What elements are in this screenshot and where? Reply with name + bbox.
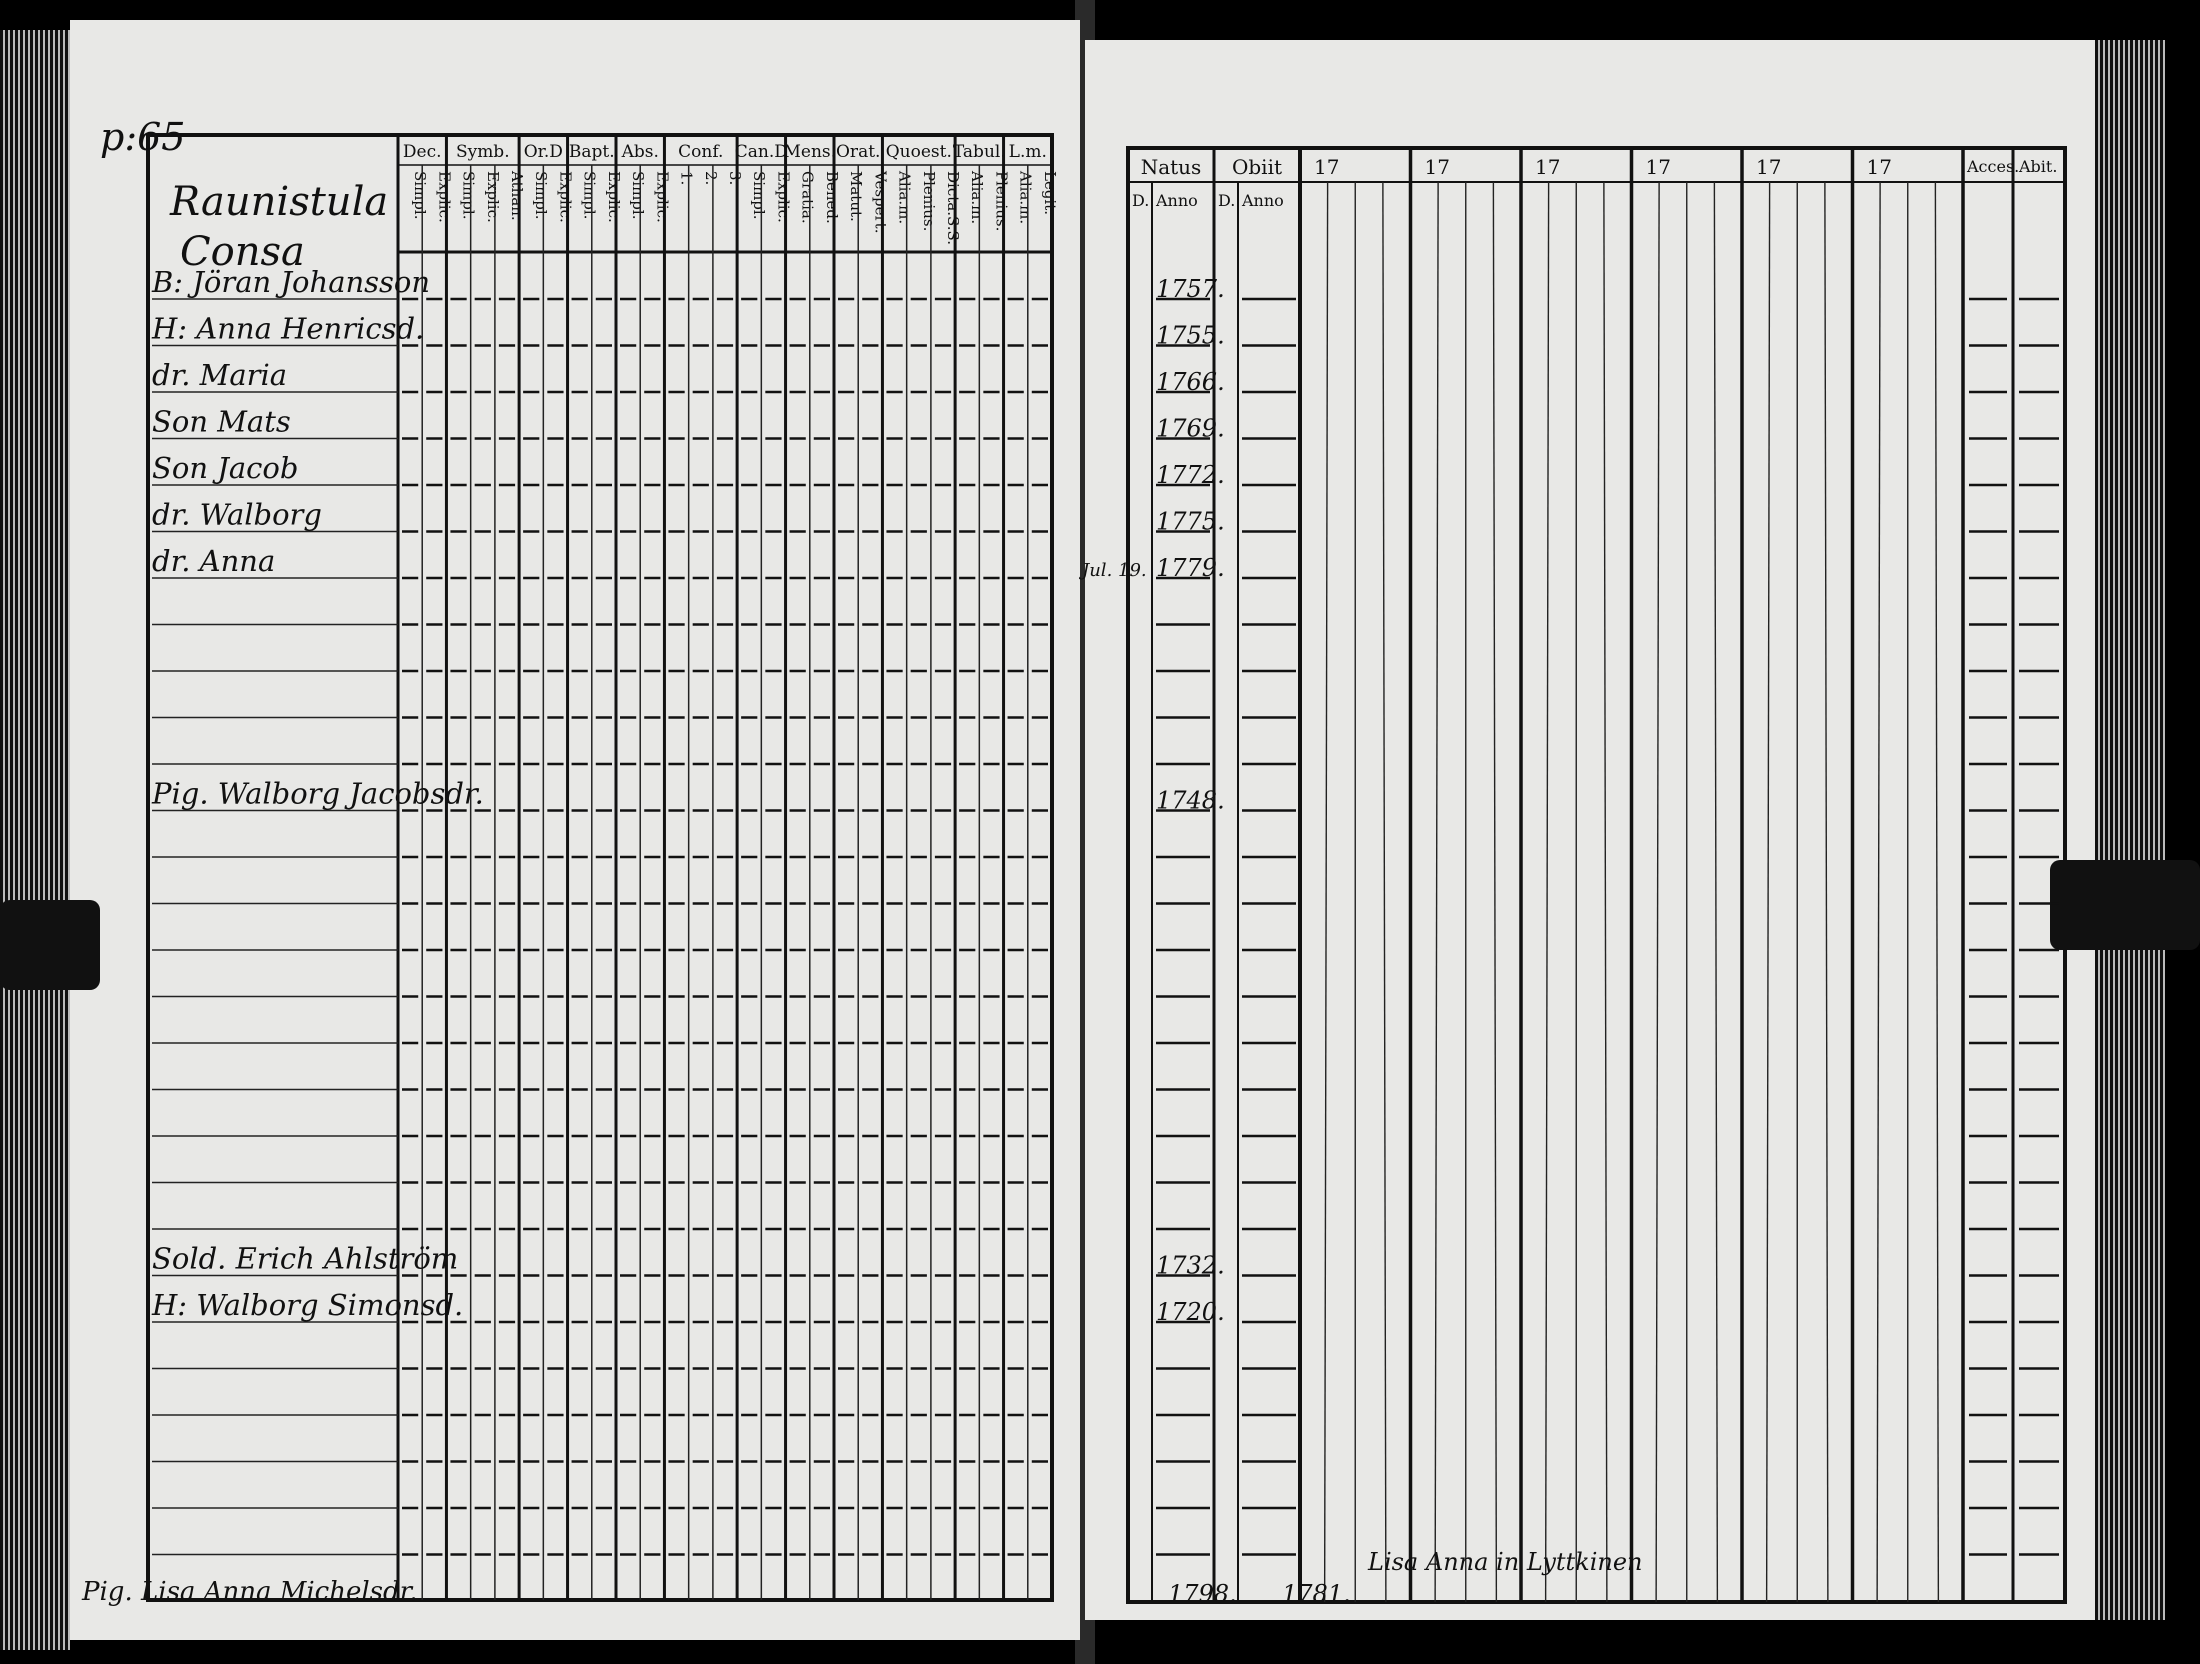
natus-header: Natus: [1140, 155, 1202, 179]
year-block-header: 17: [1424, 155, 1450, 179]
birth-year: 1748.: [1156, 786, 1225, 815]
column-group-label: Orat.: [836, 142, 881, 162]
person-name: Son Jacob: [152, 451, 299, 485]
year-block-header: 17: [1314, 155, 1340, 179]
right-footer-note: Lisa Anna in Lyttkinen: [1368, 1548, 1643, 1576]
year-sub-rule: [1714, 182, 1717, 1602]
parish-subtitle: Consa: [180, 229, 305, 275]
sub-column-label: Simpl.: [629, 171, 648, 220]
year-block-header: 17: [1866, 155, 1892, 179]
sub-column-label: Simpl.: [750, 171, 769, 220]
sub-column-label: Explic.: [435, 171, 454, 223]
column-group-label: Conf.: [678, 142, 724, 162]
column-group-label: Or.D: [523, 142, 563, 162]
natus-year-header: Anno: [1156, 191, 1198, 210]
birth-year: 1779.: [1156, 554, 1225, 582]
year-sub-rule: [1935, 182, 1938, 1602]
person-name: dr. Anna: [152, 544, 276, 578]
year-sub-rule: [1435, 182, 1438, 1602]
sub-column-label: Explic.: [483, 171, 502, 223]
sub-column-label: Legit.: [1040, 171, 1059, 216]
birth-year: 1757.: [1156, 275, 1225, 303]
footer-death-year: 1781.: [1282, 1580, 1351, 1608]
sub-column-label: Simpl.: [411, 171, 430, 220]
column-group-label: Quoest.: [885, 142, 952, 162]
year-sub-rule: [1325, 182, 1328, 1602]
sub-column-label: Explic.: [556, 171, 575, 223]
column-group-label: Abs.: [621, 142, 659, 162]
sub-column-label: Bened.: [822, 171, 841, 224]
year-sub-rule: [1546, 182, 1549, 1602]
year-sub-rule: [1656, 182, 1659, 1602]
column-group-label: Can.D: [734, 142, 788, 162]
column-group-label: Mens.: [783, 142, 837, 162]
sub-column-label: Alia.m.: [968, 171, 987, 225]
acces-header: Acces.: [1967, 157, 2020, 176]
sub-column-label: Alia.m.: [895, 171, 914, 225]
year-sub-rule: [1493, 182, 1496, 1602]
right-ledger-table: [1078, 148, 2065, 1602]
sub-column-label: Simpl.: [532, 171, 551, 220]
left-ledger-table: [148, 135, 1059, 1600]
sub-column-label: Alia.m.: [1016, 171, 1035, 225]
natus-day-header: D.: [1132, 191, 1150, 210]
sub-column-label: Explic.: [653, 171, 672, 223]
sub-column-label: Plenius.: [992, 171, 1011, 232]
person-name: Pig. Walborg Jacobsdr.: [152, 776, 484, 811]
sub-column-label: Plenius.: [919, 171, 938, 232]
year-sub-rule: [1767, 182, 1770, 1602]
column-group-label: Tabul.: [952, 142, 1006, 162]
column-group-label: Symb.: [455, 142, 510, 162]
year-sub-rule: [1383, 182, 1386, 1602]
left-table-frame: [148, 135, 1052, 1600]
person-name: Son Mats: [152, 404, 291, 439]
sub-column-label: Explic.: [604, 171, 623, 223]
village-name: Raunistula: [170, 179, 389, 225]
right-table-frame: [1128, 148, 2065, 1602]
person-name: Sold. Erich Ahlström: [152, 1241, 459, 1276]
column-group-label: L.m.: [1008, 142, 1047, 162]
person-name: H: Walborg Simonsd.: [152, 1288, 464, 1322]
person-name: H: Anna Henricsd.: [152, 311, 425, 346]
person-name: B: Jöran Johansson: [152, 265, 431, 299]
year-block-header: 17: [1535, 155, 1561, 179]
sub-column-label: Athan.: [508, 171, 526, 221]
obiit-day-header: D.: [1218, 191, 1236, 210]
year-block-header: 17: [1756, 155, 1782, 179]
birth-year: 1732.: [1156, 1251, 1225, 1280]
sub-column-label: Matut.: [847, 171, 866, 222]
birth-year: 1755.: [1156, 321, 1225, 350]
year-sub-rule: [1604, 182, 1607, 1602]
sub-column-label: Explic.: [774, 171, 793, 223]
obiit-year-header: Anno: [1242, 191, 1284, 210]
year-sub-rule: [1877, 182, 1880, 1602]
year-block-header: 17: [1645, 155, 1671, 179]
sub-column-label: 3.: [726, 171, 744, 186]
sub-column-label: Simpl.: [580, 171, 599, 220]
year-sub-rule: [1825, 182, 1828, 1602]
column-group-label: Bapt.: [568, 142, 615, 162]
birth-year: 1772.: [1156, 461, 1225, 489]
birth-year: 1720.: [1156, 1298, 1225, 1326]
footer-birth-year: 1798.: [1168, 1580, 1237, 1608]
abit-header: Abit.: [2019, 157, 2058, 176]
sub-column-label: Vespert.: [871, 171, 890, 234]
sub-column-label: 1.: [677, 171, 696, 186]
birth-year: 1769.: [1156, 414, 1225, 443]
obiit-header: Obiit: [1231, 155, 1283, 179]
column-group-label: Dec.: [402, 142, 442, 162]
birth-year: 1766.: [1156, 368, 1225, 396]
left-footer-note: Pig. Lisa Anna Michelsdr.: [82, 1577, 418, 1607]
sub-column-label: Simpl.: [459, 171, 478, 220]
sub-column-label: Dicta.S.S.: [944, 171, 962, 245]
person-name: dr. Maria: [152, 358, 288, 392]
sub-column-label: 2.: [701, 171, 720, 186]
birth-year: 1775.: [1156, 507, 1225, 536]
page-reference: p:65: [100, 115, 186, 159]
person-name: dr. Walborg: [152, 497, 322, 532]
sub-column-label: Gratia.: [798, 171, 817, 224]
birth-day-note: Jul. 19.: [1082, 560, 1147, 581]
